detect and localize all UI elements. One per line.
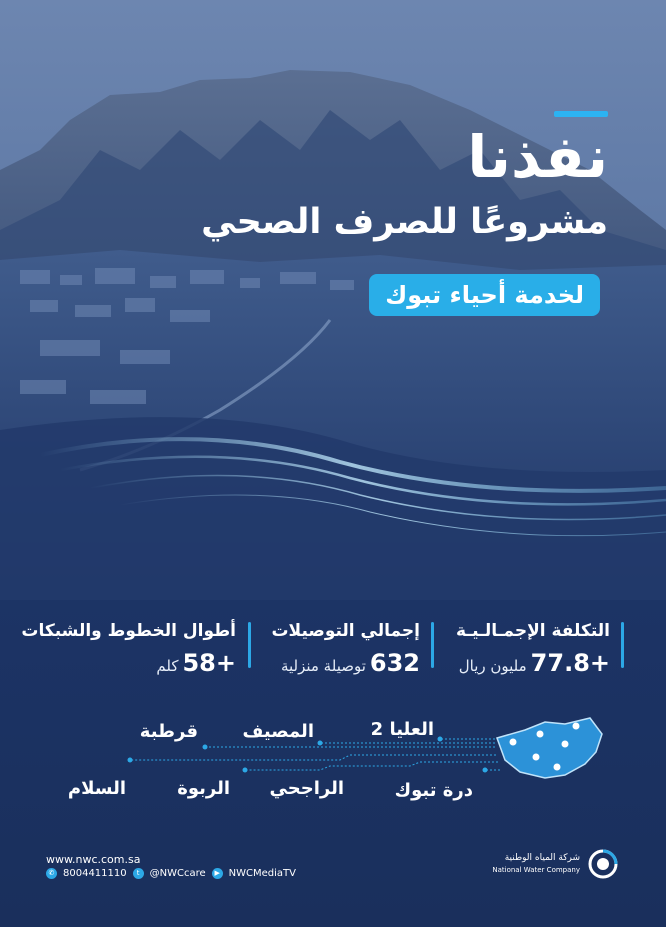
stat-unit: كلم [156, 657, 179, 675]
page-title: نفذنا [467, 123, 608, 191]
stat-network-length [21, 618, 236, 681]
stat-total-cost [456, 618, 610, 681]
phone-icon: ✆ [46, 868, 57, 879]
stat-total-connections [271, 618, 420, 681]
service-area-pill: لخدمة أحياء تبوك [369, 274, 600, 316]
title-accent-bar [554, 111, 608, 117]
district-label: العليا 2 [370, 719, 434, 740]
youtube-icon: ▶ [212, 868, 223, 879]
brand-name-english: National Water Company [492, 866, 580, 874]
stat-value: +77.8 [530, 649, 610, 677]
stat-divider [248, 622, 251, 668]
district-label: السلام [67, 778, 126, 799]
twitter-icon: t [133, 868, 144, 879]
district-label: قرطبة [139, 721, 198, 742]
stat-unit: مليون ريال [458, 657, 527, 675]
nwc-logo-icon [588, 849, 618, 879]
stat-divider [621, 622, 624, 668]
district-label: المصيف [242, 721, 314, 742]
stat-label: أطوال الخطوط والشبكات [21, 621, 236, 641]
district-label: درة تبوك [394, 780, 473, 801]
website-link[interactable]: www.nwc.com.sa [46, 853, 141, 866]
contact-row [46, 868, 296, 879]
company-brand [492, 849, 618, 879]
stat-unit: توصيلة منزلية [280, 657, 366, 675]
district-label: الربوة [177, 778, 230, 799]
stat-value: +58 [182, 649, 236, 677]
page-subtitle: مشروعًا للصرف الصحي [201, 202, 608, 242]
district-label: الراجحي [269, 778, 344, 799]
tabuk-map-icon [497, 718, 602, 778]
stat-label: إجمالي التوصيلات [271, 621, 420, 641]
brand-name-arabic: شركة المياه الوطنية [504, 853, 580, 863]
twitter-handle[interactable]: @NWCcare [149, 868, 206, 879]
phone-number[interactable]: 8004411110 [63, 868, 127, 879]
stat-value: 632 [369, 649, 420, 677]
stat-divider [431, 622, 434, 668]
stat-label: التكلفة الإجمـالـيـة [455, 621, 610, 641]
youtube-channel[interactable]: NWCMediaTV [228, 868, 296, 879]
